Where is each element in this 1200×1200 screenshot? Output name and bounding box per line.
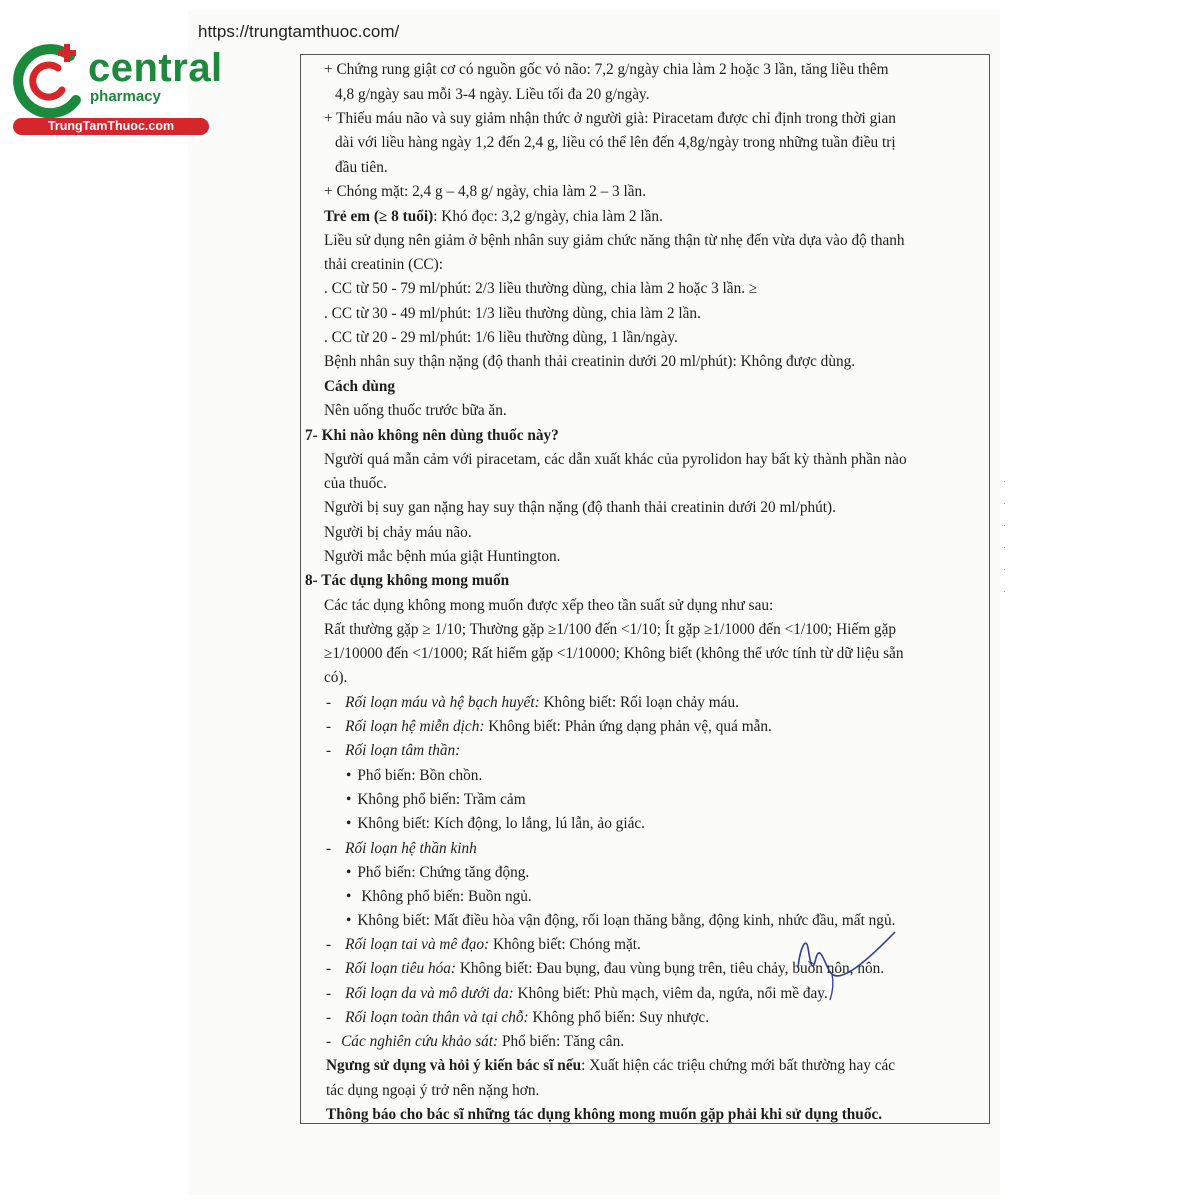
- sub-item: • Phổ biến: Chứng tăng động.: [346, 864, 530, 881]
- list-item: - Rối loạn hệ miễn dịch: Không biết: Phản ứng dạng phản vệ, quá mẫn.: [326, 718, 772, 735]
- doc-line: + Chứng rung giật cơ có nguồn gốc vỏ não: 7,2 g/ngày chia làm 2 hoặc 3 lần, tăng liều thêm: [324, 61, 889, 78]
- list-item-category: Các nghiên cứu khảo sát:: [341, 1033, 499, 1050]
- list-item-text: Không phổ biến: Suy nhược.: [528, 1009, 710, 1026]
- stop-use-text: : Xuất hiện các triệu chứng mới bất thường hay các: [581, 1057, 896, 1074]
- sub-item-text: Không phổ biến: Trầm cảm: [357, 791, 526, 808]
- logo-name: central: [88, 46, 223, 90]
- sub-item-text: Phổ biến: Bồn chồn.: [357, 767, 483, 784]
- sub-item-text: Không phổ biến: Buồn ngủ.: [361, 888, 532, 905]
- doc-line: Người quá mẫn cảm với piracetam, các dẫn xuất khác của pyrolidon hay bất kỳ thành phần nào: [324, 451, 907, 468]
- list-item-category: Rối loạn da và mô dưới da:: [345, 985, 514, 1002]
- list-item-category: Rối loạn tiêu hóa:: [345, 960, 456, 977]
- children-label: Trẻ em (≥ 8 tuổi): [324, 208, 434, 225]
- doc-line: ≥1/10000 đến <1/1000; Rất hiếm gặp <1/10000; Không biết (không thể ước tính từ dữ liệu sẵn: [324, 645, 904, 662]
- list-item: - Rối loạn toàn thân và tại chỗ: Không phổ biến: Suy nhược.: [326, 1009, 710, 1026]
- doc-line: Các tác dụng không mong muốn được xếp theo tần suất sử dụng như sau:: [324, 597, 774, 614]
- list-item: - Các nghiên cứu khảo sát: Phổ biến: Tăng cân.: [326, 1033, 625, 1050]
- sub-item-text: Phổ biến: Chứng tăng động.: [357, 864, 530, 881]
- sub-item: • Phổ biến: Bồn chồn.: [346, 767, 483, 784]
- sub-item-text: Không biết: Mất điều hòa vận động, rối loạn thăng bằng, động kinh, nhức đầu, mất ngủ.: [357, 912, 896, 929]
- doc-line: đầu tiên.: [335, 159, 388, 176]
- margin-marks: · · · · · ·: [1003, 476, 1006, 596]
- list-item-category: Rối loạn hệ thần kinh: [345, 840, 477, 857]
- doc-line: Liều sử dụng nên giảm ở bệnh nhân suy giảm chức năng thận từ nhẹ đến vừa dựa vào độ thanh: [324, 232, 905, 249]
- list-item-category: Rối loạn toàn thân và tại chỗ:: [345, 1009, 529, 1026]
- list-item-text: Không biết: Đau bụng, đau vùng bụng trên, tiêu chảy, buồn nôn, nôn.: [456, 960, 885, 977]
- doc-line: Nên uống thuốc trước bữa ăn.: [324, 402, 507, 419]
- sub-item: • Không biết: Mất điều hòa vận động, rối loạn thăng bằng, động kinh, nhức đầu, mất ngủ.: [346, 912, 896, 929]
- logo-subtitle: pharmacy: [90, 88, 161, 105]
- doc-line: [326, 1057, 895, 1075]
- list-item-text: Phổ biến: Tăng cân.: [498, 1033, 625, 1050]
- list-item: - Rối loạn tiêu hóa: Không biết: Đau bụng, đau vùng bụng trên, tiêu chảy, buồn nôn, nôn.: [326, 960, 885, 977]
- stop-use-label: Ngưng sử dụng và hỏi ý kiến bác sĩ nếu: [326, 1057, 582, 1074]
- list-item-category: Rối loạn tai và mê đạo:: [345, 936, 490, 953]
- list-item: - Rối loạn da và mô dưới da: Không biết: Phù mạch, viêm da, ngứa, nổi mề đay.: [326, 985, 828, 1002]
- source-url[interactable]: https://trungtamthuoc.com/: [198, 22, 400, 41]
- list-item-category: Rối loạn hệ miễn dịch:: [345, 718, 485, 735]
- list-item: - Rối loạn máu và hệ bạch huyết: Không biết: Rối loạn chảy máu.: [326, 694, 739, 711]
- doc-line: 4,8 g/ngày sau mỗi 3-4 ngày. Liều tối đa 20 g/ngày.: [335, 86, 650, 103]
- doc-line: Rất thường gặp ≥ 1/10; Thường gặp ≥1/100 đến <1/10; Ít gặp ≥1/1000 đến <1/100; Hiếm gặp: [324, 621, 897, 638]
- list-item-text: Không biết: Chóng mặt.: [489, 936, 641, 953]
- doc-line: tác dụng ngoại ý trở nên nặng hơn.: [326, 1082, 540, 1099]
- sub-item-text: Không biết: Kích động, lo lắng, lú lẫn, ảo giác.: [357, 815, 645, 832]
- doc-line: . CC từ 30 - 49 ml/phút: 1/3 liều thường dùng, chia làm 2 lần.: [324, 305, 701, 322]
- logo-site-badge: TrungTamThuoc.com: [13, 118, 209, 135]
- doc-line: . CC từ 50 - 79 ml/phút: 2/3 liều thường dùng, chia làm 2 hoặc 3 lần. ≥: [324, 280, 758, 297]
- list-item-category: Rối loạn tâm thần:: [345, 742, 461, 759]
- list-item-text: Không biết: Rối loạn chảy máu.: [539, 694, 739, 711]
- list-item: - Rối loạn hệ thần kinh: [326, 840, 477, 857]
- doc-line: Bệnh nhân suy thận nặng (độ thanh thải creatinin dưới 20 ml/phút): Không được dùng.: [324, 353, 856, 370]
- signature-icon: [790, 928, 910, 1008]
- notice-line: Thông báo cho bác sĩ những tác dụng không mong muốn gặp phải khi sử dụng thuốc.: [326, 1106, 883, 1123]
- list-item: - Rối loạn tai và mê đạo: Không biết: Chóng mặt.: [326, 936, 641, 953]
- doc-line: Người bị suy gan nặng hay suy thận nặng (độ thanh thải creatinin dưới 20 ml/phút).: [324, 499, 836, 516]
- doc-line: + Chóng mặt: 2,4 g – 4,8 g/ ngày, chia làm 2 – 3 lần.: [324, 183, 647, 200]
- doc-line: + Thiếu máu não và suy giảm nhận thức ở người già: Piracetam được chỉ định trong thời gian: [324, 110, 896, 127]
- section-subheading: Cách dùng: [324, 378, 395, 395]
- children-dose: : Khó đọc: 3,2 g/ngày, chia làm 2 lần.: [433, 208, 663, 225]
- doc-line: dài với liều hàng ngày 1,2 đến 2,4 g, liều có thể lên đến 4,8g/ngày trong những tuần điều trị: [335, 134, 896, 151]
- doc-line: Người bị chảy máu não.: [324, 524, 472, 541]
- sub-item: • Không phổ biến: Trầm cảm: [346, 791, 526, 808]
- doc-line: [324, 208, 663, 226]
- doc-line: có).: [324, 669, 348, 686]
- list-item: - Rối loạn tâm thần:: [326, 742, 461, 759]
- section-heading: 8- Tác dụng không mong muốn: [305, 572, 510, 589]
- section-heading: 7- Khi nào không nên dùng thuốc này?: [305, 427, 559, 444]
- doc-line: Người mắc bệnh múa giật Huntington.: [324, 548, 561, 565]
- doc-line: . CC từ 20 - 29 ml/phút: 1/6 liều thường dùng, 1 lần/ngày.: [324, 329, 678, 346]
- sub-item: • Không biết: Kích động, lo lắng, lú lẫn, ảo giác.: [346, 815, 645, 832]
- list-item-category: Rối loạn máu và hệ bạch huyết:: [345, 694, 540, 711]
- list-item-text: Không biết: Phù mạch, viêm da, ngứa, nổi mề đay.: [513, 985, 828, 1002]
- sub-item: • Không phổ biến: Buồn ngủ.: [346, 888, 532, 905]
- doc-line: thải creatinin (CC):: [324, 256, 443, 273]
- list-item-text: Không biết: Phản ứng dạng phản vệ, quá mẫn.: [484, 718, 772, 735]
- doc-line: của thuốc.: [324, 475, 387, 492]
